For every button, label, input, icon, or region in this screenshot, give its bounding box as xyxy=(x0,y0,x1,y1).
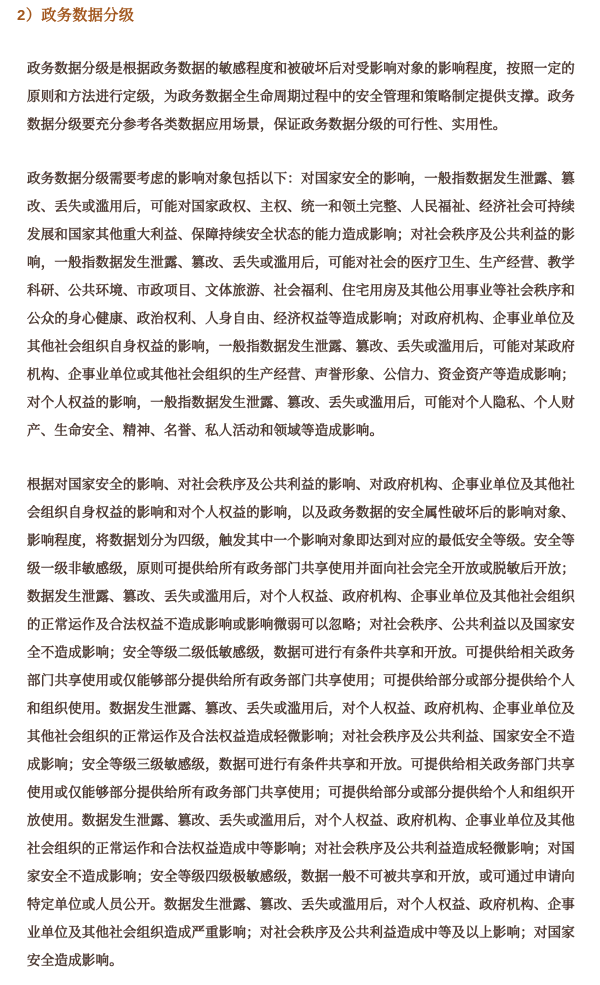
paragraph-security-levels: 根据对国家安全的影响、对社会秩序及公共利益的影响、对政府机构、企事业单位及其他社会组织自身权益的影响和对个人权益的影响，以及政务数据的安全属性破坏后的影响对象、影响程度，将数据划分为四级，触发其中一个影响对象即达到对应的最低安全等级。安全等级一级非敏感级，原则可提供给所有政务部门共享使用并面向社会完全开放或脱敏后开放；数据发生泄露、篡改、丢失或滥用后，对个人权益、政府机构、企事业单位及其他社会组织的正常运作及合法权益不造成影响或影响微弱可以忽略；对社会秩序、公共利益以及国家安全不造成影响；安全等级二级低敏感级，数据可进行有条件共享和开放。可提供给相关政务部门共享使用或仅能够部分提供给所有政务部门共享使用；可提供给部分或部分提供给个人和组织使用。数据发生泄露、篡改、丢失或滥用后，对个人权益、政府机构、企事业单位及其他社会组织的正常运作及合法权益造成轻微影响；对社会秩序及公共利益、国家安全不造成影响；安全等级三级敏感级，数据可进行有条件共享和开放。可提供给相关政务部门共享使用或仅能够部分提供给所有政务部门共享使用；可提供给部分或部分提供给个人和组织开放使用。数据发生泄露、篡改、丢失或滥用后，对个人权益、政府机构、企事业单位及其他社会组织的正常运作和合法权益造成中等影响；对社会秩序及公共利益造成轻微影响；对国家安全不造成影响；安全等级四级极敏感级，数据一般不可被共享和开放，或可通过申请向特定单位或人员公开。数据发生泄露、篡改、丢失或滥用后，对个人权益、政府机构、企事业单位及其他社会组织造成严重影响；对社会秩序及公共利益造成中等及以上影响；对国家安全造成影响。 xyxy=(27,477,575,968)
section-heading: 2）政务数据分级 xyxy=(17,7,135,24)
paragraph-impact-objects: 政务数据分级需要考虑的影响对象包括以下：对国家安全的影响，一般指数据发生泄露、篡改、丢失或滥用后，可能对国家政权、主权、统一和领土完整、人民福祉、经济社会可持续发展和国家其他重大利益、保障持续安全状态的能力造成影响；对社会秩序及公共利益的影响，一般指数据发生泄露、篡改、丢失或滥用后，可能对社会的医疗卫生、生产经营、教学科研、公共环境、市政项目、文体旅游、社会福利、住宅用房及其他公用事业等社会秩序和公众的身心健康、政治权利、人身自由、经济权益等造成影响；对政府机构、企事业单位及其他社会组织自身权益的影响，一般指数据发生泄露、篡改、丢失或滥用后，可能对某政府机构、企事业单位或其他社会组织的生产经营、声誉形象、公信力、资金资产等造成影响；对个人权益的影响，一般指数据发生泄露、篡改、丢失或滥用后，可能对个人隐私、个人财产、生命安全、精神、名誉、私人活动和领域等造成影响。 xyxy=(27,171,575,438)
paragraph-definition: 政务数据分级是根据政务数据的敏感程度和被破坏后对受影响对象的影响程度，按照一定的原则和方法进行定级，为政务数据全生命周期过程中的安全管理和策略制定提供支撑。政务数据分级要充分参考各类数据应用场景，保证政务数据分级的可行性、实用性。 xyxy=(27,61,575,132)
